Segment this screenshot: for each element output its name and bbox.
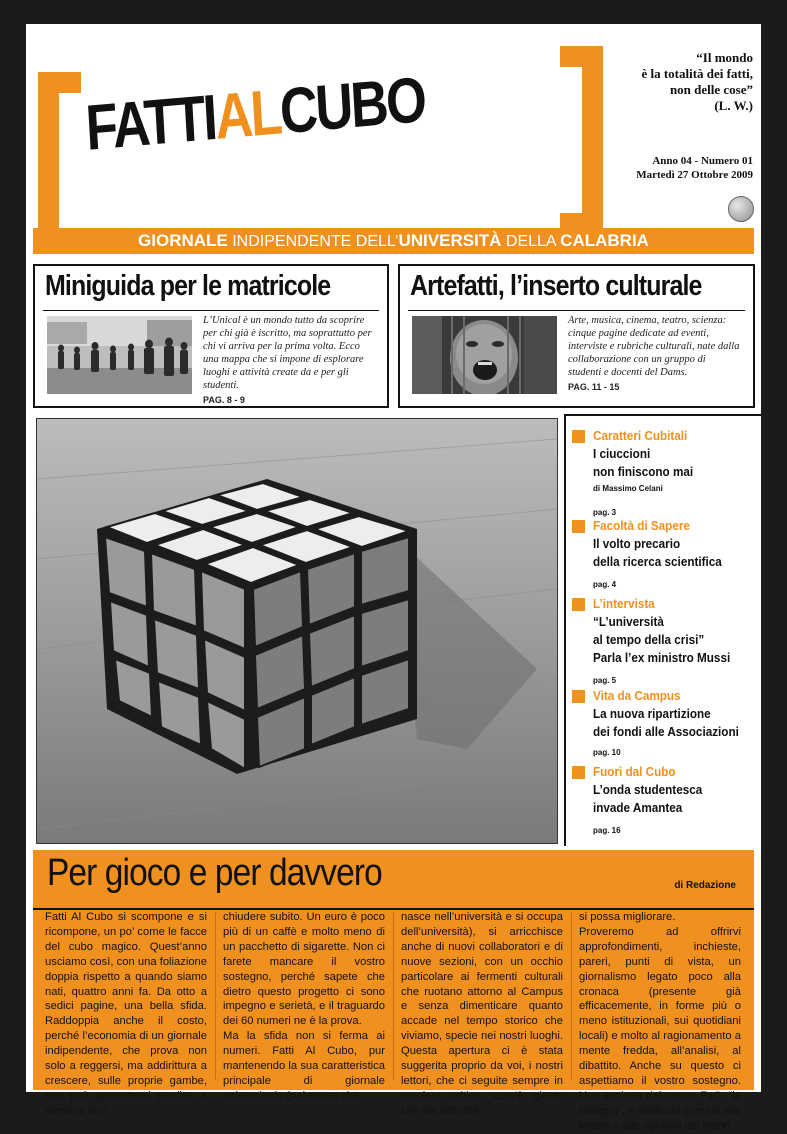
bullet-square-icon [572, 598, 585, 611]
article-column-1: Fatti Al Cubo si scompone e si ricompone, un po’ come le facce del cubo magico. Quest’anno usciamo così, con una foliazione doppia rispetto a quando siamo nati, quattro anni fa. Da otto a sedici pagine, una bella sfida. Raddoppia anche il costo, perché l’economia di un giornale indipendente, che prova non solo a reggersi, ma addirittura a crescere, sulle proprie gambe, non può permettersi perdite, a meno di non [45, 911, 207, 1117]
divider [43, 310, 379, 311]
column-divider [571, 912, 572, 1080]
logo-left-bracket [38, 72, 81, 254]
shouting-face-photo [412, 316, 557, 394]
bullet-square-icon [572, 766, 585, 779]
article-column-2: chiudere subito. Un euro è poco più di un caffè e molto meno di un pacchetto di sigarette. Non ci farete mancare il vostro sostegno, perché sapete che dietro questo progetto ci sono impegno e serietà, e il traguardo dei 60 numeri ne è la prova. Ma la sfida non si ferma ai numeri. Fatti Al Cubo, pur mantenendo la sua caratteristica principale di giornale universitario (nel senso che [223, 911, 385, 1102]
students-photo [47, 316, 192, 394]
article-title: Per gioco e per davvero [47, 852, 382, 894]
masthead-quote: “Il mondo è la totalità dei fatti, non delle cose” (L. W.) [641, 50, 753, 113]
contents-sidebar: Caratteri Cubitali I ciuccioni non finiscono mai di Massimo Celani pag. 3 Facoltà di Sapere Il volto precario della ricerca scientifica pag. 4 L’intervista “L’università al tempo della crisi” Parla l’ex ministro Mussi pag. 5 Vita da Campus La nuova ripartizione dei fondi alle Associazioni pag. 10 Fuori dal Cubo L’onda studentesca invade Amantea pag. 16 [558, 414, 761, 846]
issue-number: Anno 04 - Numero 01 [652, 155, 753, 167]
logo-part-al: AL [213, 75, 283, 153]
teaser-text: Arte, musica, cinema, teatro, scienza: cinque pagine dedicate ad eventi, interviste e rubriche culturali, nate dalla collaborazione con un gruppo di studenti e docenti del Dams. PAG. 11 - 15 [568, 315, 740, 392]
teaser-artefatti[interactable] [398, 264, 755, 408]
bullet-square-icon [572, 520, 585, 533]
bullet-square-icon [572, 690, 585, 703]
sidebar-page-ref: pag. 3 [593, 508, 617, 517]
article-column-4: si possa migliorare. Proveremo ad offrirvi approfondimenti, inchieste, pareri, punti di vista, un giornalismo legato poco alla cronaca (presente già efficacemente, in forme più o meno istituzionali, sui quotidiani locali) e molto al ragionamento a mente fredda, all’analisi, al dibattito. Anche su questo ci aspettiamo il vostro sostegno. Una sezione del nuovo FaC, “la lavagna”, è dedicata proprio alle lettere e alle opinioni dei lettori. [579, 911, 741, 1132]
issue-info [553, 154, 753, 182]
column-divider [393, 912, 394, 1080]
euro-coin-icon [728, 196, 754, 222]
divider [564, 414, 566, 846]
bullet-square-icon [572, 430, 585, 443]
teaser-page-ref: PAG. 11 - 15 [568, 382, 620, 392]
article-body [45, 910, 745, 1132]
article-byline: di Redazione [674, 880, 736, 891]
sidebar-page-ref: pag. 10 [593, 748, 621, 757]
teaser-title: Miniguida per le matricole [45, 270, 331, 302]
editorial-article [33, 850, 754, 1132]
sidebar-page-ref: pag. 16 [593, 826, 621, 835]
teaser-text: L’Unical è un mondo tutto da scoprire per chi già è iscritto, ma soprattutto per chi vi arriva per la prima volta. Ecco una mappa che si impone di esplorare luoghi e attività create da e per gli studenti. PAG. 8 - 9 [203, 314, 375, 407]
rubiks-cube-photo [36, 418, 558, 844]
sidebar-byline: di Massimo Celani [593, 484, 663, 493]
sidebar-page-ref: pag. 5 [593, 676, 617, 685]
sidebar-page-ref: pag. 4 [593, 580, 617, 589]
subtitle-bar: GIORNALE INDIPENDENTE DELL’UNIVERSITÀ DELLA CALABRIA [33, 228, 754, 254]
divider [564, 414, 761, 416]
article-column-3: nasce nell’università e si occupa dell’università), si arricchisce anche di nuovi collaboratori e di nuove sezioni, con un occhio particolare ai fermenti culturali che ruotano attorno al Campus e senza dimenticare quanto accade nel tempo storico che viviamo, specie nei nostri luoghi. Questa apertura ci è stata suggerita proprio da voi, i nostri lettori, che ci seguite sempre in maniera critica, com’è giusto che sia affinché [401, 911, 563, 1117]
issue-date: Martedì 27 Ottobre 2009 [636, 169, 753, 181]
teaser-miniguida[interactable] [33, 264, 389, 408]
newspaper-logo [83, 63, 427, 164]
newspaper-page [26, 24, 761, 1132]
column-divider [215, 912, 216, 1080]
teaser-title: Artefatti, l’inserto culturale [410, 270, 702, 302]
divider [408, 310, 745, 311]
teaser-page-ref: PAG. 8 - 9 [203, 395, 245, 405]
logo-part-fatti: FATTI [83, 80, 218, 164]
logo-part-cubo: CUBO [277, 63, 427, 148]
